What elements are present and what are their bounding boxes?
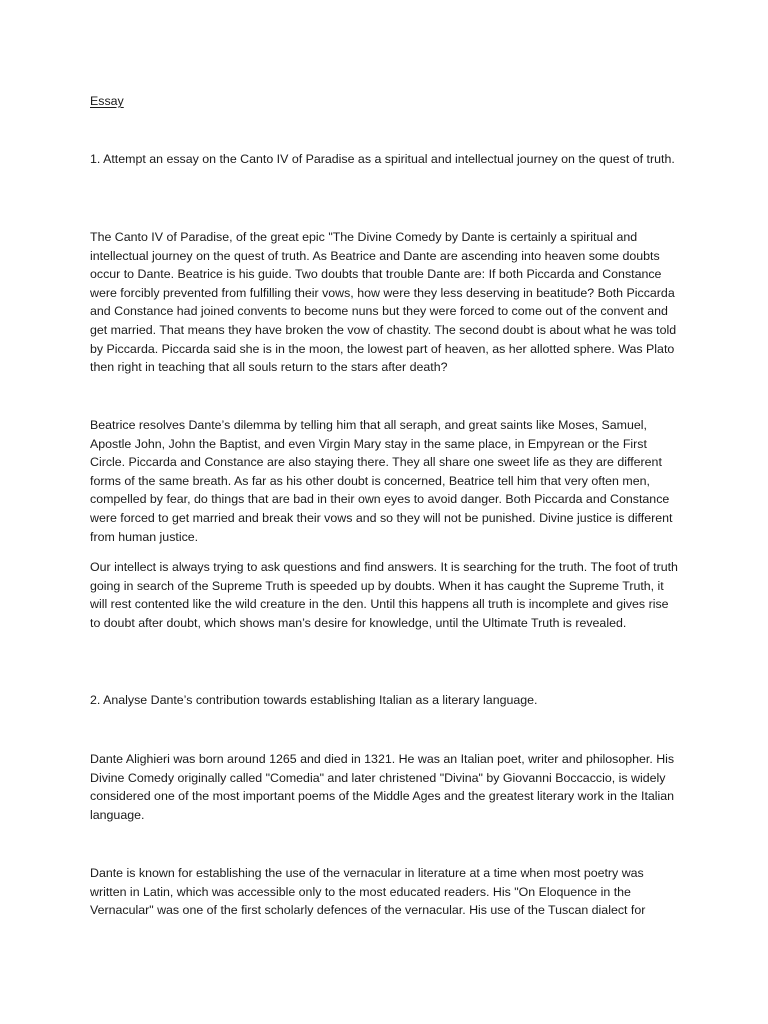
paragraph-3: Our intellect is always trying to ask questions and find answers. It is searching for the truth. The foot of truth going in search of the Supreme Truth is speeded up by doubts. When it has caught the Supreme Truth, it will rest contented like the wild creature in the den. Until this happens all truth is incomplete and gives rise to doubt after doubt, which shows man’s desire for knowledge, until the Ultimate Truth is revealed. [90,560,678,630]
question-2: 2. Analyse Dante’s contribution towards establishing Italian as a literary language. [90,693,538,707]
question-1: 1. Attempt an essay on the Canto IV of Paradise as a spiritual and intellectual journey on the quest of truth. [90,152,675,166]
paragraph-2: Beatrice resolves Dante’s dilemma by telling him that all seraph, and great saints like Moses, Samuel, Apostle John, John the Baptist, and even Virgin Mary stay in the same place, in Empyrean or the First Circle. Piccarda and Constance are also staying there. They all share one sweet life as they are different forms of the same breath. As far as his other doubt is concerned, Beatrice tell him that very often men, compelled by fear, do things that are bad in their own eyes to avoid danger. Both Piccarda and Constance were forced to get married and break their vows and so they will not be punished. Divine justice is different from human justice. [90,418,673,544]
paragraph-4: Dante Alighieri was born around 1265 and died in 1321. He was an Italian poet, writer and philosopher. His Divine Comedy originally called "Comedia" and later christened "Divina" by Giovanni Boccaccio, is widely considered one of the most important poems of the Middle Ages and the greatest literary work in the Italian language. [90,752,675,822]
paragraph-5: Dante is known for establishing the use of the vernacular in literature at a time when most poetry was written in Latin, which was accessible only to the most educated readers. His "On Eloquence in the Vernacular" was one of the first scholarly defences of the vernacular. His use of the Tuscan dialect for [90,866,646,918]
essay-title: Essay [90,94,124,108]
paragraph-1: The Canto IV of Paradise, of the great epic "The Divine Comedy by Dante is certainly a spiritual and intellectual journey on the quest of truth. As Beatrice and Dante are ascending into heaven some doubts occur to Dante. Beatrice is his guide. Two doubts that trouble Dante are: If both Piccarda and Constance were forcibly prevented from fulfilling their vows, how were they less deserving in beatitude? Both Piccarda and Constance had joined convents to become nuns but they were forced to come out of the convent and get married. That means they have broken the vow of chastity. The second doubt is about what he was told by Piccarda. Piccarda said she is in the moon, the lowest part of heaven, as her allotted sphere. Was Plato then right in teaching that all souls return to the stars after death? [90,230,677,375]
